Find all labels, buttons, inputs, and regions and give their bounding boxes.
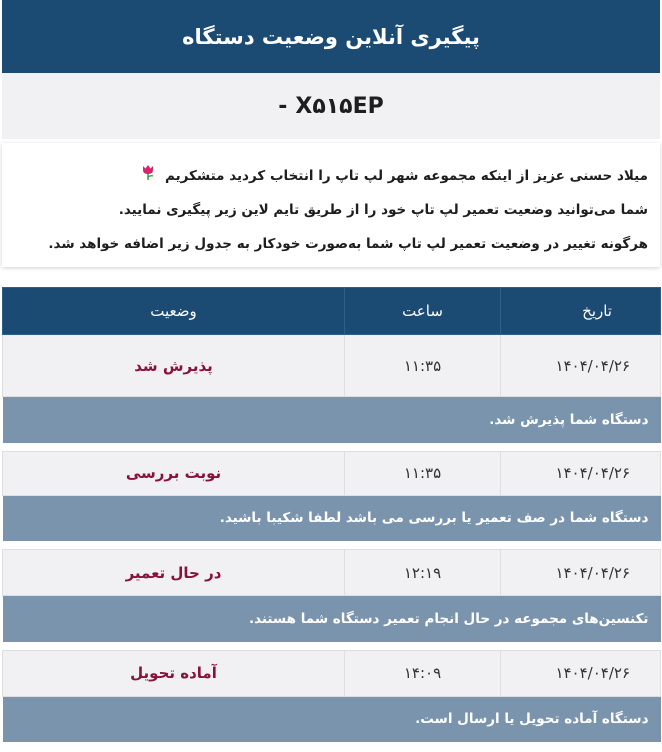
device-separator: - [278, 93, 288, 119]
device-model-box [2, 73, 660, 139]
page-title: پیگیری آنلاین وضعیت دستگاه [182, 24, 480, 49]
row-time: ۱۱:۳۵ [345, 451, 501, 495]
row-time: ۱۱:۳۵ [345, 335, 501, 397]
message-line-2: شما می‌توانید وضعیت تعمیر لپ تاپ خود را از طریق تایم لاین زیر پیگیری نمایید. [118, 202, 648, 218]
column-header-date: تاریخ [501, 288, 661, 335]
welcome-message [2, 143, 660, 267]
table-row [3, 550, 661, 596]
table-row-description [3, 596, 661, 642]
row-date: ۱۴۰۴/۰۴/۲۶ [501, 451, 661, 495]
row-time: ۱۴:۰۹ [345, 650, 501, 696]
row-description: دستگاه آماده تحویل یا ارسال است. [3, 696, 661, 742]
status-timeline-table [2, 287, 661, 742]
row-description: تکنسین‌های مجموعه در حال انجام تعمیر دستگاه شما هستند. [3, 596, 661, 642]
row-status: در حال تعمیر [3, 550, 345, 596]
row-status: نوبت بررسی [3, 451, 345, 495]
message-line-1: میلاد حسنی عزیز از اینکه مجموعه شهر لپ تاپ را انتخاب کردید متشکریم [14, 159, 648, 193]
table-row-description [3, 397, 661, 443]
column-header-status: وضعیت [3, 288, 345, 335]
page-header [2, 0, 660, 73]
table-row-description [3, 495, 661, 541]
row-date: ۱۴۰۴/۰۴/۲۶ [501, 335, 661, 397]
table-row-description [3, 696, 661, 742]
table-header-row [3, 288, 661, 335]
message-line-3: هرگونه تغییر در وضعیت تعمیر لپ تاپ شما به‌صورت خودکار به جدول زیر اضافه خواهد شد. [48, 236, 648, 252]
row-description: دستگاه شما پذیرش شد. [3, 397, 661, 443]
row-date: ۱۴۰۴/۰۴/۲۶ [501, 550, 661, 596]
column-header-time: ساعت [345, 288, 501, 335]
table-row [3, 451, 661, 495]
row-time: ۱۲:۱۹ [345, 550, 501, 596]
row-description: دستگاه شما در صف تعمیر یا بررسی می باشد لطفا شکیبا باشید. [3, 495, 661, 541]
device-model-code: X۵۱۵EP [295, 93, 384, 119]
table-row [3, 650, 661, 696]
tulip-icon [142, 159, 154, 193]
table-row [3, 335, 661, 397]
row-status: پذیرش شد [3, 335, 345, 397]
row-status: آماده تحویل [3, 650, 345, 696]
row-date: ۱۴۰۴/۰۴/۲۶ [501, 650, 661, 696]
